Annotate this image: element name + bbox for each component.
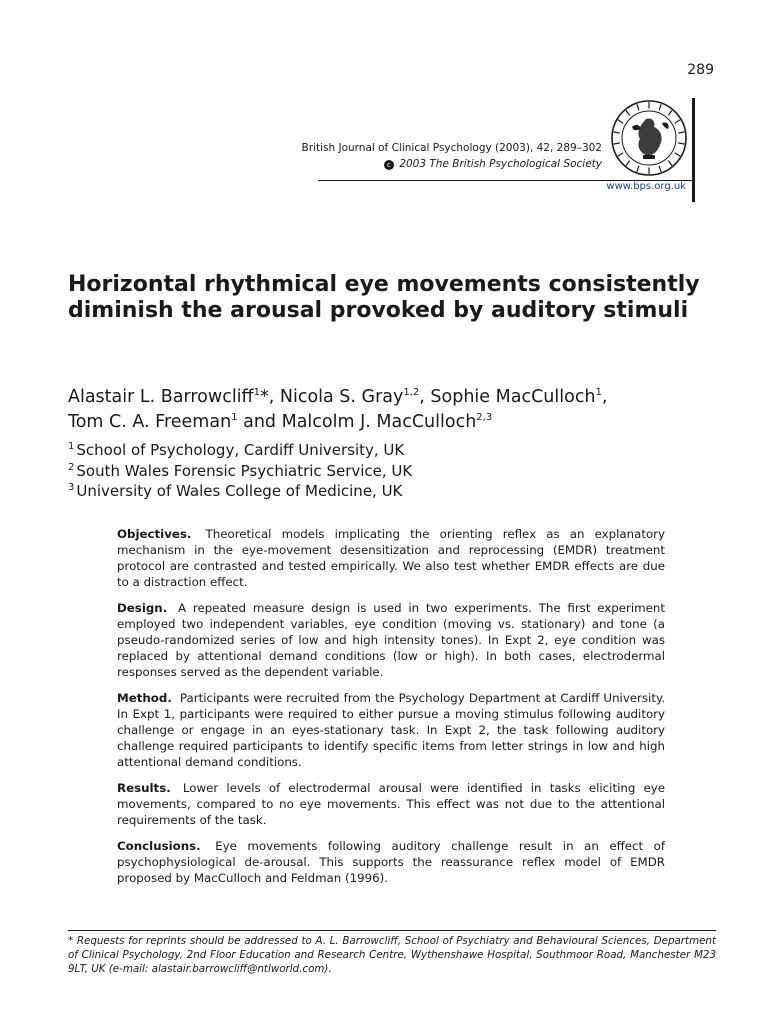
- abstract-text: Theoretical models implicating the orienting reflex as an explanatory mechanism in the eye-movement desensitization and reprocessing (EMDR) treatment protocol are contrasted and tested empirically. We also test whether EMDR effects are due to a distraction effect.: [117, 527, 665, 589]
- corresponding-author-marker: *: [259, 387, 269, 407]
- abstract-design: [117, 600, 665, 680]
- paper-title: Horizontal rhythmical eye movements consistently diminish the arousal provoked by auditory stimuli: [68, 272, 700, 323]
- abstract-conclusions: [117, 838, 665, 886]
- copyright-icon: c: [384, 160, 394, 170]
- abstract-text: Lower levels of electrodermal arousal were identified in tasks eliciting eye movements, compared to no eye movements. This effect was not due to the attentional requirements of the task.: [117, 781, 666, 827]
- author-separator: ,: [601, 387, 608, 407]
- affiliation-list: [68, 440, 708, 502]
- affiliation: [68, 461, 708, 482]
- affiliation-number: 2: [68, 461, 75, 473]
- journal-url[interactable]: www.bps.org.uk: [606, 181, 686, 192]
- abstract-results: [117, 780, 665, 828]
- affiliation-number: 3: [68, 482, 75, 493]
- abstract-text: Participants were recruited from the Psychology Department at Cardiff University. In Expt 1, participants were required to either pursue a moving stimulus following auditory challenge or engage in an eyes-stationary task. In Expt 2, the task following auditory challenge required participants to identify specific items from letter strings in low and high attentional demand conditions.: [117, 691, 666, 769]
- correspondence-footnote: * Requests for reprints should be addressed to A. L. Barrowcliff, School of Psychiatry and Behavioural Sciences, Department of Clinical Psychology, 2nd Floor Education and Research Centre, Wythenshawe Hospital, Southmoor Road, Manchester M23 9LT, UK (e-mail: alastair.barrowcliff@ntlworld.com).: [68, 935, 716, 975]
- author-separator: ,: [419, 387, 431, 407]
- header-vertical-rule: [692, 98, 695, 202]
- abstract-heading: Design.: [117, 601, 168, 615]
- abstract-method: [117, 690, 665, 770]
- author-separator: ,: [268, 387, 280, 407]
- affiliation: [68, 481, 708, 502]
- affiliation-text: School of Psychology, Cardiff University, UK: [76, 441, 405, 459]
- page-number: 289: [687, 62, 714, 78]
- affiliation: [68, 440, 708, 461]
- abstract-objectives: [117, 526, 665, 590]
- author-name: Sophie MacCulloch: [430, 387, 596, 407]
- journal-citation: British Journal of Clinical Psychology (2003), 42, 289–302: [301, 142, 602, 154]
- abstract-heading: Conclusions.: [117, 839, 201, 853]
- author-list: [68, 385, 718, 435]
- affiliation-text: South Wales Forensic Psychiatric Service, UK: [76, 461, 413, 480]
- affiliation-number: 1: [68, 441, 75, 452]
- author-name: Malcolm J. MacCulloch: [281, 412, 477, 432]
- author-name: Nicola S. Gray: [279, 387, 404, 407]
- author-affiliation-marker: 2,3: [476, 412, 493, 423]
- journal-copyright-line: [302, 156, 602, 172]
- journal-copyright: 2003 The British Psychological Society: [399, 158, 602, 170]
- author-affiliation-marker: 1: [231, 412, 238, 423]
- abstract-heading: Method.: [117, 691, 172, 705]
- abstract-heading: Objectives.: [117, 527, 192, 541]
- affiliation-text: University of Wales College of Medicine, UK: [76, 482, 403, 500]
- abstract-text: Eye movements following auditory challenge result in an effect of psychophysiological de-arousal. This supports the reassurance reflex model of EMDR proposed by MacCulloch and Feldman (1996).: [117, 839, 665, 885]
- footnote-rule: [68, 930, 716, 931]
- journal-header: [302, 140, 602, 172]
- author-affiliation-marker: 1: [253, 387, 260, 398]
- abstract-heading: Results.: [117, 781, 171, 795]
- author-affiliation-marker: 1,2: [403, 387, 420, 398]
- author-name: Alastair L. Barrowcliff: [68, 387, 254, 407]
- author-affiliation-marker: 1: [595, 387, 602, 398]
- abstract-text: A repeated measure design is used in two experiments. The first experiment employed two independent variables, eye condition (moving vs. stationary) and tone (a pseudo-randomized series of low and high intensity tones). In Expt 2, eye condition was replaced by attentional demand conditions (low or high). In both cases, electrodermal responses served as the dependent variable.: [117, 601, 665, 679]
- author-name: Tom C. A. Freeman: [68, 412, 232, 432]
- abstract: [117, 526, 665, 896]
- author-separator: and: [237, 412, 282, 432]
- bps-seal-icon: [610, 99, 688, 177]
